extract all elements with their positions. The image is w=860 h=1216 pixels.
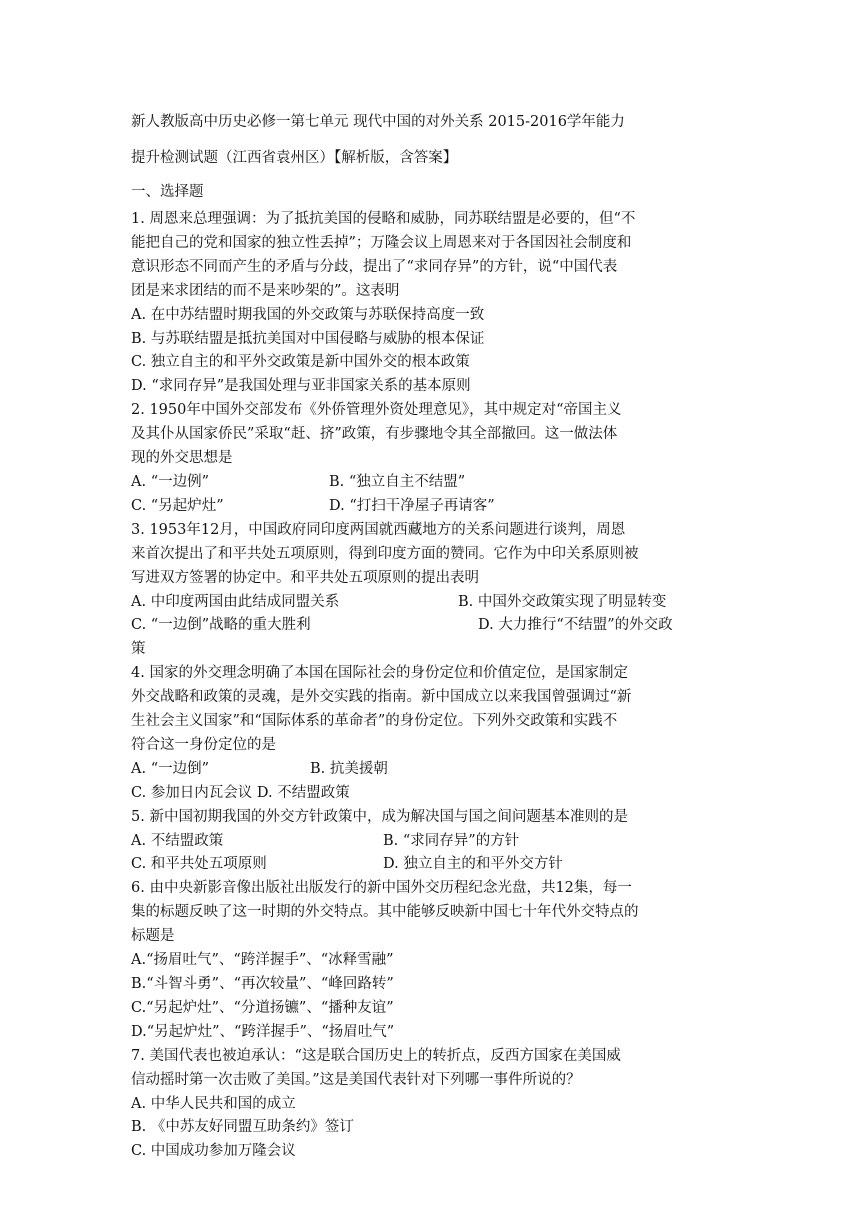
question-stem-line: 4. 国家的外交理念明确了本国在国际社会的身份定位和价值定位，是国家制定 <box>131 665 628 682</box>
document-body <box>131 104 735 1164</box>
option-row <box>131 471 735 495</box>
option-row <box>131 614 735 638</box>
question-stem-line: 标题是 <box>131 928 175 945</box>
option-row <box>131 830 735 854</box>
option-row <box>131 853 735 877</box>
option-a: A.“扬眉吐气”、“跨洋握手”、“冰释雪融” <box>131 952 394 969</box>
question-7 <box>131 1045 735 1165</box>
option-b: B. 《中苏友好同盟互助条约》签订 <box>131 1119 354 1136</box>
question-stem-line: 写进双方签署的协定中。和平共处五项原则的提出表明 <box>131 569 479 586</box>
question-stem-line: 及其仆从国家侨民”采取“赶、挤”政策，有步骤地令其全部撤回。这一做法体 <box>131 426 618 443</box>
question-stem-line: 来首次提出了和平共处五项原则，得到印度方面的赞同。它作为中印关系原则被 <box>131 545 639 562</box>
document-title <box>131 104 735 176</box>
question-stem-line: 生社会主义国家”和“国际体系的革命者”的身份定位。下列外交政策和实践不 <box>131 713 618 730</box>
option-c: C. “一边倒”战略的重大胜利 <box>131 617 311 634</box>
section-heading: 一、选择题 <box>131 184 204 200</box>
title-line: 新人教版高中历史必修一第七单元 现代中国的对外关系 2015-2016学年能力 <box>131 114 625 130</box>
question-stem-line: 意识形态不同而产生的矛盾与分歧，提出了“求同存异”的方针，说“中国代表 <box>131 258 618 275</box>
option-b: B. 中国外交政策实现了明显转变 <box>458 593 667 610</box>
option-row <box>131 758 735 782</box>
option-c: C. 中国成功参加万隆会议 <box>131 1143 296 1160</box>
option-c: C.“另起炉灶”、“分道扬镳”、“播种友谊” <box>131 999 394 1016</box>
option-b: B. 与苏联结盟是抵抗美国对中国侵略与威胁的根本保证 <box>131 330 485 347</box>
option-c: C. 和平共处五项原则 <box>131 856 267 873</box>
option-a: A. 在中苏结盟时期我国的外交政策与苏联保持高度一致 <box>131 306 485 323</box>
option-d: D. “求同存异”是我国处理与亚非国家关系的基本原则 <box>131 378 471 395</box>
question-stem-line: 7. 美国代表也被迫承认：“这是联合国历史上的转折点，反西方国家在美国威 <box>131 1047 621 1064</box>
option-d: D. 独立自主的和平外交方针 <box>383 856 563 873</box>
option-a: A. “一边例” <box>131 473 210 490</box>
option-a: A. 中印度两国由此结成同盟关系 <box>131 593 340 610</box>
option-row: C. 参加日内瓦会议 D. 不结盟政策 <box>131 784 350 801</box>
question-stem-line: 6. 由中央新影音像出版社出版发行的新中国外交历程纪念光盘，共12集，每一 <box>131 880 632 897</box>
option-c: C. “另起炉灶” <box>131 497 224 514</box>
question-stem-line: 符合这一身份定位的是 <box>131 736 276 753</box>
question-stem-line: 3. 1953年12月，中国政府同印度两国就西藏地方的关系问题进行谈判，周恩 <box>131 521 626 538</box>
option-b: B. “求同存异”的方针 <box>383 832 520 849</box>
question-stem-line: 5. 新中国初期我国的外交方针政策中，成为解决国与国之间问题基本准则的是 <box>131 808 628 825</box>
option-d: D. 大力推行“不结盟”的外交政 <box>478 617 673 634</box>
question-stem-line: 集的标题反映了这一时期的外交特点。其中能够反映新中国七十年代外交特点的 <box>131 904 639 921</box>
question-stem-line: 1. 周恩来总理强调：为了抵抗美国的侵略和威胁，同苏联结盟是必要的，但“不 <box>131 211 636 227</box>
option-b: B. 抗美援朝 <box>310 760 388 777</box>
question-3 <box>131 519 735 662</box>
question-stem-line: 团是来求团结的而不是来吵架的”。这表明 <box>131 282 400 299</box>
option-c: C. 独立自主的和平外交政策是新中国外交的根本政策 <box>131 354 470 371</box>
option-a: A. “一边倒” <box>131 760 210 777</box>
option-a: A. 中华人民共和国的成立 <box>131 1095 296 1112</box>
question-4 <box>131 662 735 805</box>
option-row <box>131 495 735 519</box>
option-d: D.“另起炉灶”、“跨洋握手”、“扬眉吐气” <box>131 1023 395 1040</box>
question-1 <box>131 208 735 399</box>
option-b: B.“斗智斗勇”、“再次较量”、“峰回路转” <box>131 976 394 992</box>
option-a: A. 不结盟政策 <box>131 832 224 849</box>
title-line: 提升检测试题（江西省袁州区）【解析版，含答案】 <box>131 150 458 166</box>
question-stem-line: 现的外交思想是 <box>131 450 233 467</box>
question-stem-line: 能把自己的党和国家的独立性丢掉”；万隆会议上周恩来对于各国因社会制度和 <box>131 234 632 251</box>
question-6 <box>131 877 735 1044</box>
question-stem-line: 信动摇时第一次击败了美国。”这是美国代表针对下列哪一事件所说的？ <box>131 1071 581 1088</box>
question-2 <box>131 399 735 519</box>
option-d-continuation: 策 <box>131 641 146 658</box>
option-row <box>131 591 735 615</box>
option-b: B. “独立自主不结盟” <box>329 473 466 490</box>
question-5 <box>131 806 735 878</box>
question-stem-line: 外交战略和政策的灵魂，是外交实践的指南。新中国成立以来我国曾强调过“新 <box>131 689 632 706</box>
option-d: D. “打扫干净屋子再请客” <box>329 497 495 514</box>
question-stem-line: 2. 1950年中国外交部发布《外侨管理外资处理意见》，其中规定对“帝国主义 <box>131 402 622 419</box>
